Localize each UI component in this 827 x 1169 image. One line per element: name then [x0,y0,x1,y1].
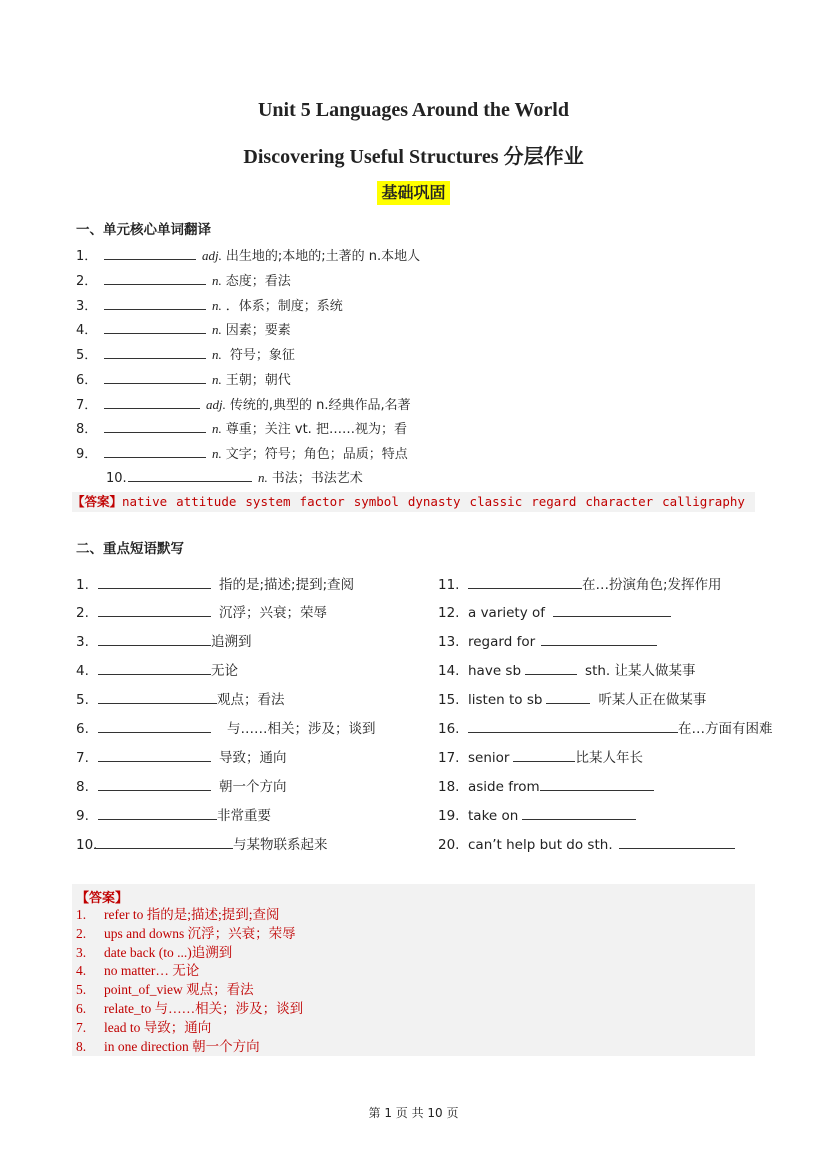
item-number: 4. [76,963,87,979]
phrase-item [438,690,706,709]
item-number: 20. [438,837,460,853]
phrase-meaning: 与……相关；涉及；谈到 [227,721,376,737]
part-of-speech: adj. [202,248,222,263]
phrase-item [76,603,327,622]
phrase-prefix: a variety of [468,605,546,621]
part-of-speech: n. [212,446,222,461]
answer-word: symbol [353,494,399,509]
answer-text: no matter… 无论 [104,963,200,979]
section1-heading: 一、单元核心单词翻译 [76,222,211,238]
phrase-item [438,835,735,854]
item-number: 1. [76,907,87,922]
answer-blank[interactable] [104,419,206,433]
answer-word: classic [469,494,523,509]
answer-item [76,906,279,924]
phrase-item [438,719,773,738]
item-number: 10. [76,837,98,853]
item-number: 4． [76,323,98,338]
answer-blank[interactable] [94,835,233,849]
page-subtitle: Discovering Useful Structures 分层作业 [243,146,584,168]
section2-heading: 二、重点短语默写 [76,541,184,557]
answer-blank[interactable] [553,603,671,617]
item-number: 8. [76,779,89,795]
part-of-speech: n. [212,421,222,436]
level-badge: 基础巩固 [377,181,449,205]
phrase-meaning: sth. 让某人做某事 [585,663,696,679]
item-number: 2. [76,605,89,621]
item-number: 8. [76,1038,87,1054]
phrase-prefix: listen to sb [468,692,543,708]
phrase-meaning: 导致；通向 [219,750,287,766]
item-number: 15. [438,692,460,708]
phrase-meaning: 比某人年长 [575,750,643,766]
item-number: 8． [76,422,98,437]
item-meaning: 尊重；关注 vt. 把……视为；看 [225,422,407,437]
item-number: 10. [106,471,127,486]
answer-blank[interactable] [128,468,252,482]
answer-blank[interactable] [546,690,590,704]
part-of-speech: n. [258,470,268,485]
word-item [76,246,420,266]
item-number: 3. [76,944,87,960]
item-number: 5. [76,982,87,998]
item-meaning: 王朝；朝代 [225,373,291,388]
answer-word: calligraphy [662,494,745,509]
answer-word: dynasty [407,494,461,509]
answer-tag: 【答案】 [72,494,123,509]
phrase-item [76,575,354,594]
item-number: 19. [438,808,460,824]
word-item [76,444,408,464]
level-badge-wrap [0,181,827,205]
item-number: 3. [76,634,89,650]
phrase-meaning: 朝一个方向 [219,779,287,795]
item-number: 1． [76,249,98,264]
item-number: 12. [438,605,460,621]
answer-word: factor [299,494,345,509]
phrase-item [76,632,252,651]
answer-blank[interactable] [468,719,678,733]
phrase-item [438,777,654,796]
phrase-meaning: 在…方面有困难 [678,721,773,737]
answer-item [76,1019,211,1037]
phrase-prefix: can’t help but do sth. [468,837,613,853]
answer-item [76,1038,260,1056]
item-number: 9. [76,808,89,824]
word-item [106,468,363,488]
answer-blank[interactable] [619,835,735,849]
phrase-item [76,719,376,738]
answer-text: relate_to 与……相关；涉及；谈到 [104,1001,304,1016]
word-item [76,370,291,390]
phrase-meaning: 追溯到 [211,634,252,650]
item-number: 7． [76,398,98,413]
item-meaning: 书法；书法艺术 [271,471,363,486]
item-number: 6． [76,373,98,388]
answer-blank[interactable] [104,395,200,409]
phrase-item [76,748,287,767]
item-number: 7. [76,750,89,766]
part-of-speech: n. [212,347,222,362]
answer-word: attitude [176,494,237,509]
word-item [76,296,343,316]
page-footer: 第 1 页 共 10 页 [368,1106,459,1120]
item-number: 3． [76,299,98,314]
item-meaning: 态度；看法 [225,274,291,289]
answer-blank[interactable] [541,632,657,646]
answer-word: native [122,494,168,509]
phrase-prefix: aside from [468,779,540,795]
answer-blank[interactable] [98,806,217,820]
answer-blank[interactable] [104,320,206,334]
answer-blank[interactable] [98,777,211,791]
answer-item [76,925,296,943]
phrase-meaning: 非常重要 [217,808,271,824]
phrase-item [76,777,287,796]
item-meaning: 传统的,典型的 n.经典作品,名著 [229,398,411,413]
word-item [76,419,407,439]
part-of-speech: n. [212,298,222,313]
item-number: 6. [76,1001,87,1016]
item-number: 18. [438,779,460,795]
part-of-speech: n. [212,372,222,387]
answer-blank[interactable] [104,271,206,285]
item-number: 6. [76,721,89,737]
item-number: 1. [76,577,89,593]
phrase-prefix: regard for [468,634,536,650]
phrase-meaning: 观点；看法 [217,692,285,708]
item-number: 5. [76,692,89,708]
answer-blank[interactable] [525,661,577,675]
item-number: 4. [76,663,89,679]
phrase-item [76,661,238,680]
phrase-item [76,806,271,825]
phrase-meaning: 沉浮；兴衰；荣辱 [219,605,327,621]
answer-text: point_of_view 观点；看法 [104,982,254,998]
answer-text: in one direction 朝一个方向 [104,1038,260,1054]
answer-blank[interactable] [540,777,654,791]
page-title: Unit 5 Languages Around the World [257,99,569,121]
answer-blank[interactable] [98,719,211,733]
answer-text: refer to 指的是;描述;提到;查阅 [104,907,280,922]
item-meaning: 出生地的;本地的;土著的 n.本地人 [225,249,421,264]
answer-blank[interactable] [513,748,575,762]
phrase-meaning: 指的是;描述;提到;查阅 [219,577,355,593]
answer-item [76,962,199,980]
answer-text: date back (to ...)追溯到 [104,944,233,960]
item-number: 16. [438,721,460,737]
item-number: 2． [76,274,98,289]
item-number: 2. [76,925,87,941]
item-meaning: ．体系；制度；系统 [225,299,343,314]
answer-blank[interactable] [104,246,196,260]
answer-blank[interactable] [98,632,211,646]
answer-blank[interactable] [98,690,217,704]
word-item [76,345,295,365]
item-number: 7. [76,1019,87,1035]
phrase-prefix: senior [468,750,510,766]
word-item [76,320,291,340]
item-number: 14. [438,663,460,679]
answer-blank[interactable] [104,345,206,359]
section1-answers [122,494,754,509]
phrase-item [438,603,671,622]
part-of-speech: n. [212,322,222,337]
phrase-prefix: have sb [468,663,522,679]
answer-item [76,1000,303,1018]
item-meaning: 文字；符号；角色；品质；特点 [225,447,408,462]
answer-text: ups and downs 沉浮；兴衰；荣辱 [104,925,296,941]
answer-blank[interactable] [522,806,636,820]
phrase-item [438,661,696,680]
answer-blank[interactable] [104,370,206,384]
item-number: 5． [76,348,98,363]
answer-blank[interactable] [98,575,211,589]
phrase-meaning: 与某物联系起来 [233,837,328,853]
phrase-item [438,806,636,825]
item-number: 9． [76,447,98,462]
answer-blank[interactable] [98,603,211,617]
item-number: 17. [438,750,460,766]
answer-blank[interactable] [104,296,206,310]
answer-item [76,944,232,962]
answer-text: lead to 导致；通向 [104,1019,212,1035]
answer-blank[interactable] [98,661,211,675]
answer-word: system [245,494,291,509]
phrase-item [438,575,722,594]
word-item [76,395,411,415]
answer-blank[interactable] [104,444,206,458]
item-meaning: 因素；要素 [225,323,291,338]
phrase-item [76,690,285,709]
answer-word: regard [531,494,577,509]
phrase-prefix: take on [468,808,519,824]
phrase-meaning: 在…扮演角色;发挥作用 [582,577,722,593]
item-number: 13. [438,634,460,650]
phrase-item [76,835,328,854]
phrase-meaning: 无论 [211,663,238,679]
part-of-speech: n. [212,273,222,288]
answer-tag: 【答案】 [76,891,129,906]
phrase-item [438,632,657,651]
phrase-meaning: 听某人正在做某事 [598,692,707,708]
answer-blank[interactable] [468,575,582,589]
answer-item [76,981,254,999]
answer-word: character [585,494,654,509]
phrase-item [438,748,643,767]
answer-blank[interactable] [98,748,211,762]
section1-answer-bar [72,492,755,512]
item-number: 11. [438,577,460,593]
item-meaning: 符号；象征 [225,348,295,363]
word-item [76,271,291,291]
part-of-speech: adj. [206,397,226,412]
